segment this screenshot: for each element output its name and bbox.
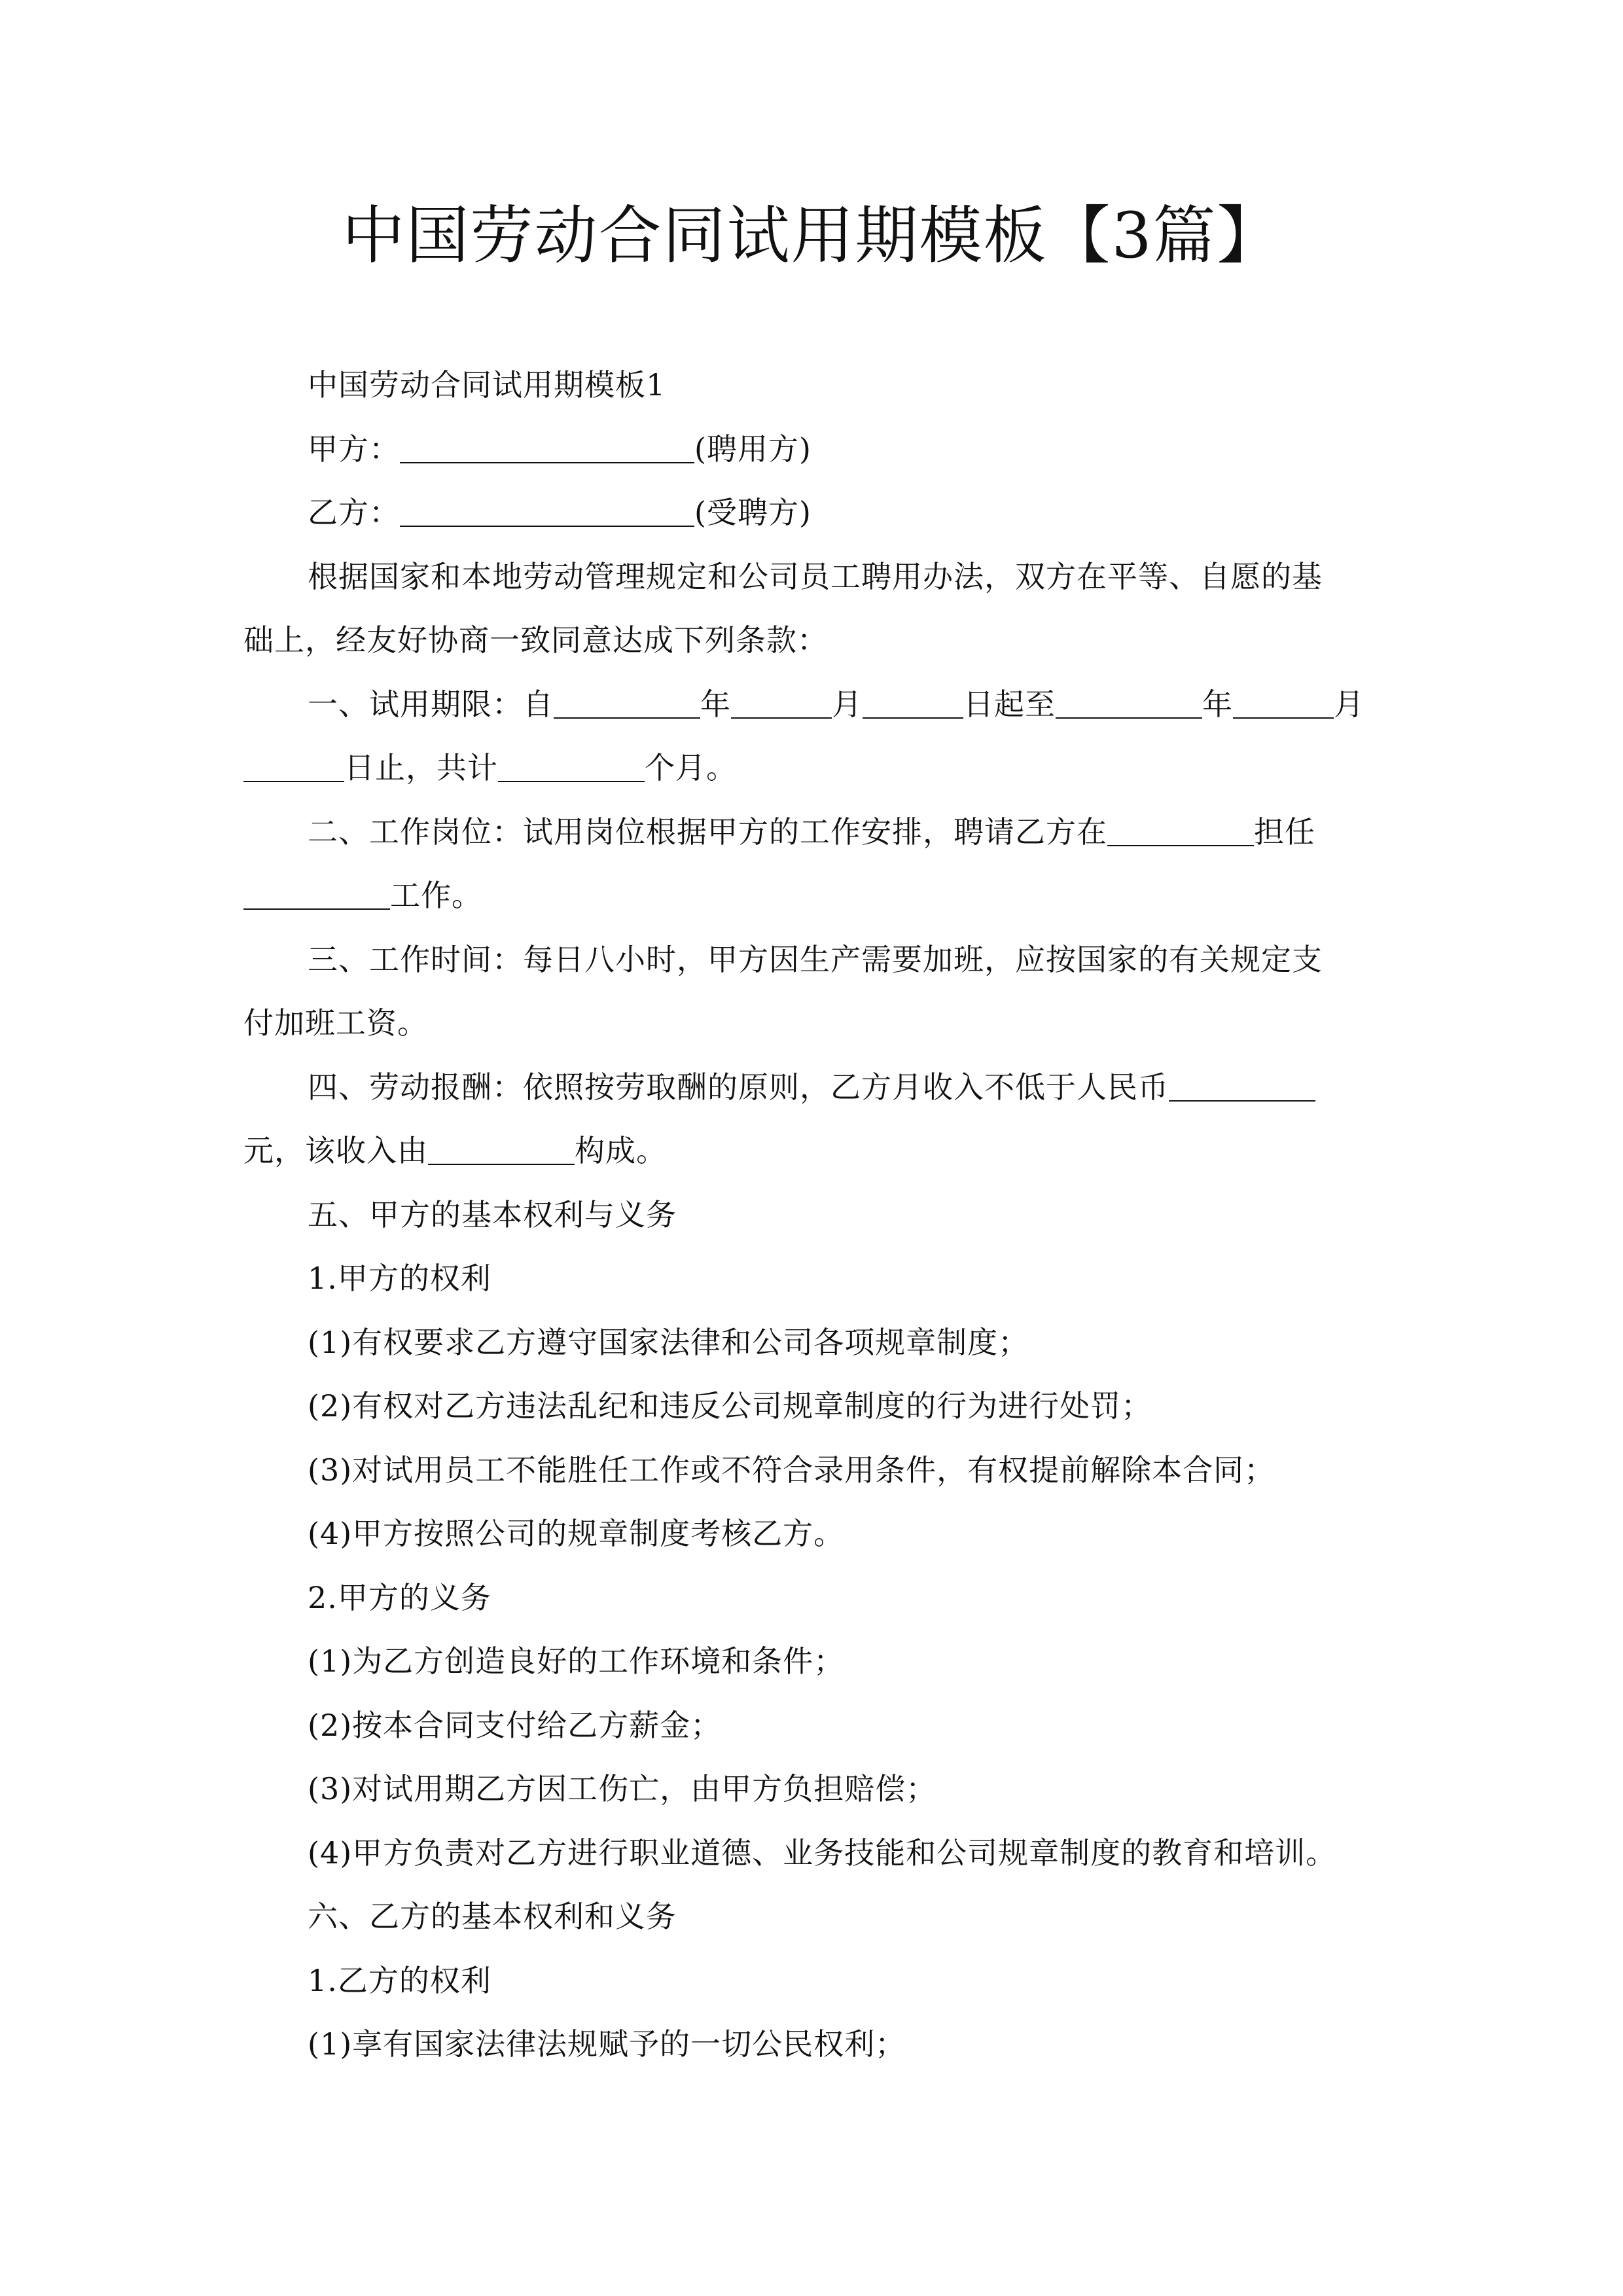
party-a-right-item: (2)有权对乙方违法乱纪和违反公司规章制度的行为进行处罚； xyxy=(308,1388,1152,1424)
clause4-text: 元，该收入由 xyxy=(243,1133,428,1168)
party-b-right-item: (1)享有国家法律法规赋予的一切公民权利； xyxy=(308,2026,906,2062)
document-body xyxy=(243,353,1380,2077)
clause3-line-1: 三、工作时间：每日八小时，甲方因生产需要加班，应按国家的有关规定支 xyxy=(308,941,1323,977)
clause1-text: 月 xyxy=(832,686,863,722)
clause2-line-1 xyxy=(243,800,1380,865)
party-b-blank[interactable] xyxy=(400,495,694,527)
clause2-text: 二、工作岗位：试用岗位根据甲方的工作安排，聘请乙方在 xyxy=(308,814,1107,850)
clause1-line-2 xyxy=(243,736,1380,800)
clause2-line-2 xyxy=(243,864,1380,928)
party-a-right-item: (1)有权要求乙方遵守国家法律和公司各项规章制度； xyxy=(308,1324,1029,1360)
party-b-label: 乙方： xyxy=(308,495,400,530)
preamble-line-2: 础上，经友好协商一致同意达成下列条款： xyxy=(243,622,828,658)
preamble-line-1: 根据国家和本地劳动管理规定和公司员工聘用办法，双方在平等、自愿的基 xyxy=(308,558,1323,594)
party-b-line xyxy=(243,481,1380,545)
department-blank[interactable] xyxy=(1107,815,1254,846)
party-b-suffix: (受聘方) xyxy=(694,495,812,530)
clause1-text: 日止，共计 xyxy=(344,750,498,785)
clause2-text: 工作。 xyxy=(390,878,482,913)
end-year-blank[interactable] xyxy=(1056,687,1202,719)
party-a-duty-item: (2)按本合同支付给乙方薪金； xyxy=(308,1707,722,1743)
clause2-text: 担任 xyxy=(1254,814,1315,850)
party-a-right-item: (4)甲方按照公司的规章制度考核乙方。 xyxy=(308,1516,845,1551)
clause1-text: 年 xyxy=(700,686,731,722)
clause3-line-2: 付加班工资。 xyxy=(243,1005,428,1041)
party-a-label: 甲方： xyxy=(308,431,400,467)
party-a-rights-heading: 1.甲方的权利 xyxy=(308,1261,491,1296)
party-a-right-item: (3)对试用员工不能胜任工作或不符合录用条件，有权提前解除本合同； xyxy=(308,1452,1275,1488)
document-title: 中国劳动合同试用期模板【3篇】 xyxy=(342,199,1281,272)
party-a-duty-item: (3)对试用期乙方因工伤亡，由甲方负担赔偿； xyxy=(308,1771,937,1806)
clause4-line-1 xyxy=(243,1056,1380,1120)
start-year-blank[interactable] xyxy=(554,687,700,719)
section-title: 中国劳动合同试用期模板1 xyxy=(308,367,666,403)
start-day-blank[interactable] xyxy=(863,687,963,719)
position-blank[interactable] xyxy=(243,878,390,910)
clause4-text: 四、劳动报酬：依照按劳取酬的原则，乙方月收入不低于人民币 xyxy=(308,1069,1169,1105)
party-a-line xyxy=(243,418,1380,482)
party-a-duty-item: (1)为乙方创造良好的工作环境和条件； xyxy=(308,1643,845,1679)
clause6-heading: 六、乙方的基本权利和义务 xyxy=(308,1899,677,1934)
party-b-rights-heading: 1.乙方的权利 xyxy=(308,1962,491,1998)
clause4-text: 构成。 xyxy=(575,1133,667,1168)
clause1-text: 年 xyxy=(1202,686,1233,722)
clause1-text: 个月。 xyxy=(645,750,737,785)
party-a-duty-item: (4)甲方负责对乙方进行职业道德、业务技能和公司规章制度的教育和培训。 xyxy=(308,1835,1337,1871)
start-month-blank[interactable] xyxy=(731,687,832,719)
salary-blank[interactable] xyxy=(1169,1070,1315,1102)
clause1-text: 月 xyxy=(1334,686,1364,722)
clause4-line-2 xyxy=(243,1119,1380,1183)
party-a-duties-heading: 2.甲方的义务 xyxy=(308,1579,491,1615)
months-total-blank[interactable] xyxy=(498,751,645,782)
end-day-blank[interactable] xyxy=(243,751,344,782)
clause1-text: 一、试用期限：自 xyxy=(308,686,554,722)
clause5-heading: 五、甲方的基本权利与义务 xyxy=(308,1196,677,1232)
party-a-blank[interactable] xyxy=(400,432,694,463)
salary-composition-blank[interactable] xyxy=(428,1134,575,1165)
clause1-text: 日起至 xyxy=(963,686,1056,722)
end-month-blank[interactable] xyxy=(1233,687,1334,719)
clause1-line-1 xyxy=(243,673,1380,737)
party-a-suffix: (聘用方) xyxy=(694,431,812,467)
